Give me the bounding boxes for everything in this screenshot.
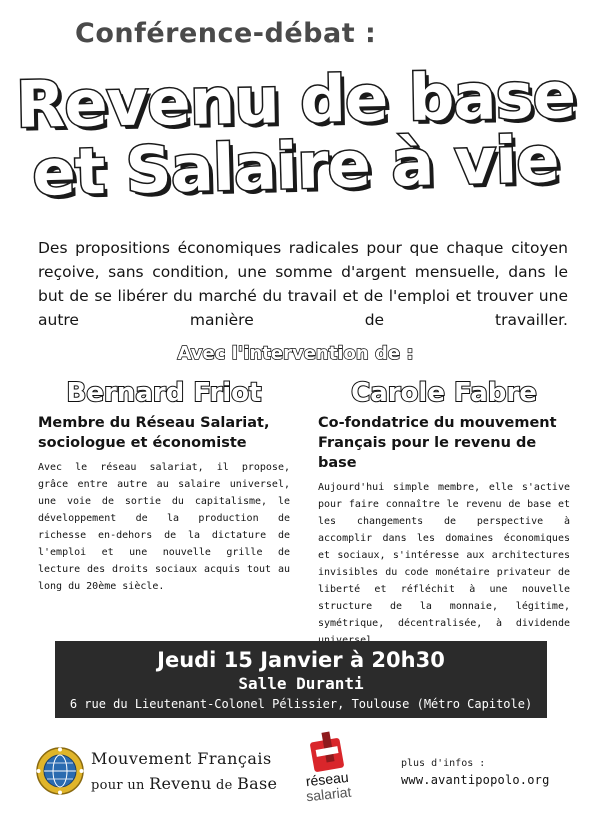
mfrb-text: pour un	[91, 778, 150, 793]
more-info	[401, 758, 581, 787]
speaker-role: Membre du Réseau Salariat, sociologue et économiste	[38, 415, 270, 451]
speaker-role: Co-fondatrice du mouvement Français pour le revenu de base	[318, 415, 557, 471]
event-address: 6 rue du Lieutenant-Colonel Pélissier, Toulouse (Métro Capitole)	[69, 697, 533, 711]
speaker-name: Bernard Friot	[66, 378, 262, 408]
conference-subtitle: Conférence-débat :	[75, 18, 377, 49]
intro-paragraph: Des propositions économiques radicales pour que chaque citoyen reçoive, sans condition, une somme d'argent mensuelle, dans le but de se libérer du marché du travail et de l'emploi et trouver une autre manière de travailler.	[38, 239, 568, 329]
reseau-text-line-2: salariat	[305, 783, 353, 805]
more-info-label: plus d'infos :	[401, 758, 486, 769]
speaker-bio: Aujourd'hui simple membre, elle s'active pour faire connaître le revenu de base et les changements de perspective à accomplir dans les domaines économiques et sociaux, s'intéresse aux architectures invisibles du code monétaire privateur de liberté et réfléchit à une nouvelle structure de la monnaie, légitime, symétrique, décentralisée, à dividende	[318, 482, 570, 629]
speaker-bio: Avec le réseau salariat, il propose, grâce entre autre au salaire universel, une voie de sortie du capitalisme, le développement de la production de richesse en-dehors de la dictature de l'emploi et une nouvelle grille de lecture des droits sociaux acquis tout au long du 20ème siècle.	[38, 462, 290, 592]
reseau-text-line-1: réseau	[305, 768, 350, 790]
reseau-salariat-icon	[306, 730, 350, 774]
speaker-name: Carole Fabre	[351, 378, 537, 408]
title-line-1: Revenu de base	[15, 59, 576, 143]
event-date: Jeudi 15 Janvier à 20h30	[157, 648, 445, 672]
event-info-box	[55, 641, 547, 718]
title-line-2: et Salaire à vie	[31, 123, 560, 211]
intervention-label: Avec l'intervention de :	[177, 343, 414, 364]
speaker-column-fabre	[318, 377, 570, 649]
mfrb-text: Revenu	[149, 774, 212, 793]
speaker-column-friot	[38, 377, 290, 595]
globe-icon	[35, 746, 85, 796]
mfrb-name-line-1: Mouvement Français	[91, 749, 272, 768]
mfrb-text: Base	[237, 774, 278, 793]
mfrb-logo	[35, 742, 280, 802]
website-url: www.avantipopolo.org	[401, 773, 550, 787]
mfrb-text: de	[211, 778, 238, 793]
event-venue: Salle Duranti	[238, 674, 364, 693]
reseau-salariat-logo	[293, 730, 363, 810]
mfrb-name-line-2	[91, 774, 277, 793]
reseau-salariat-text	[292, 768, 365, 805]
